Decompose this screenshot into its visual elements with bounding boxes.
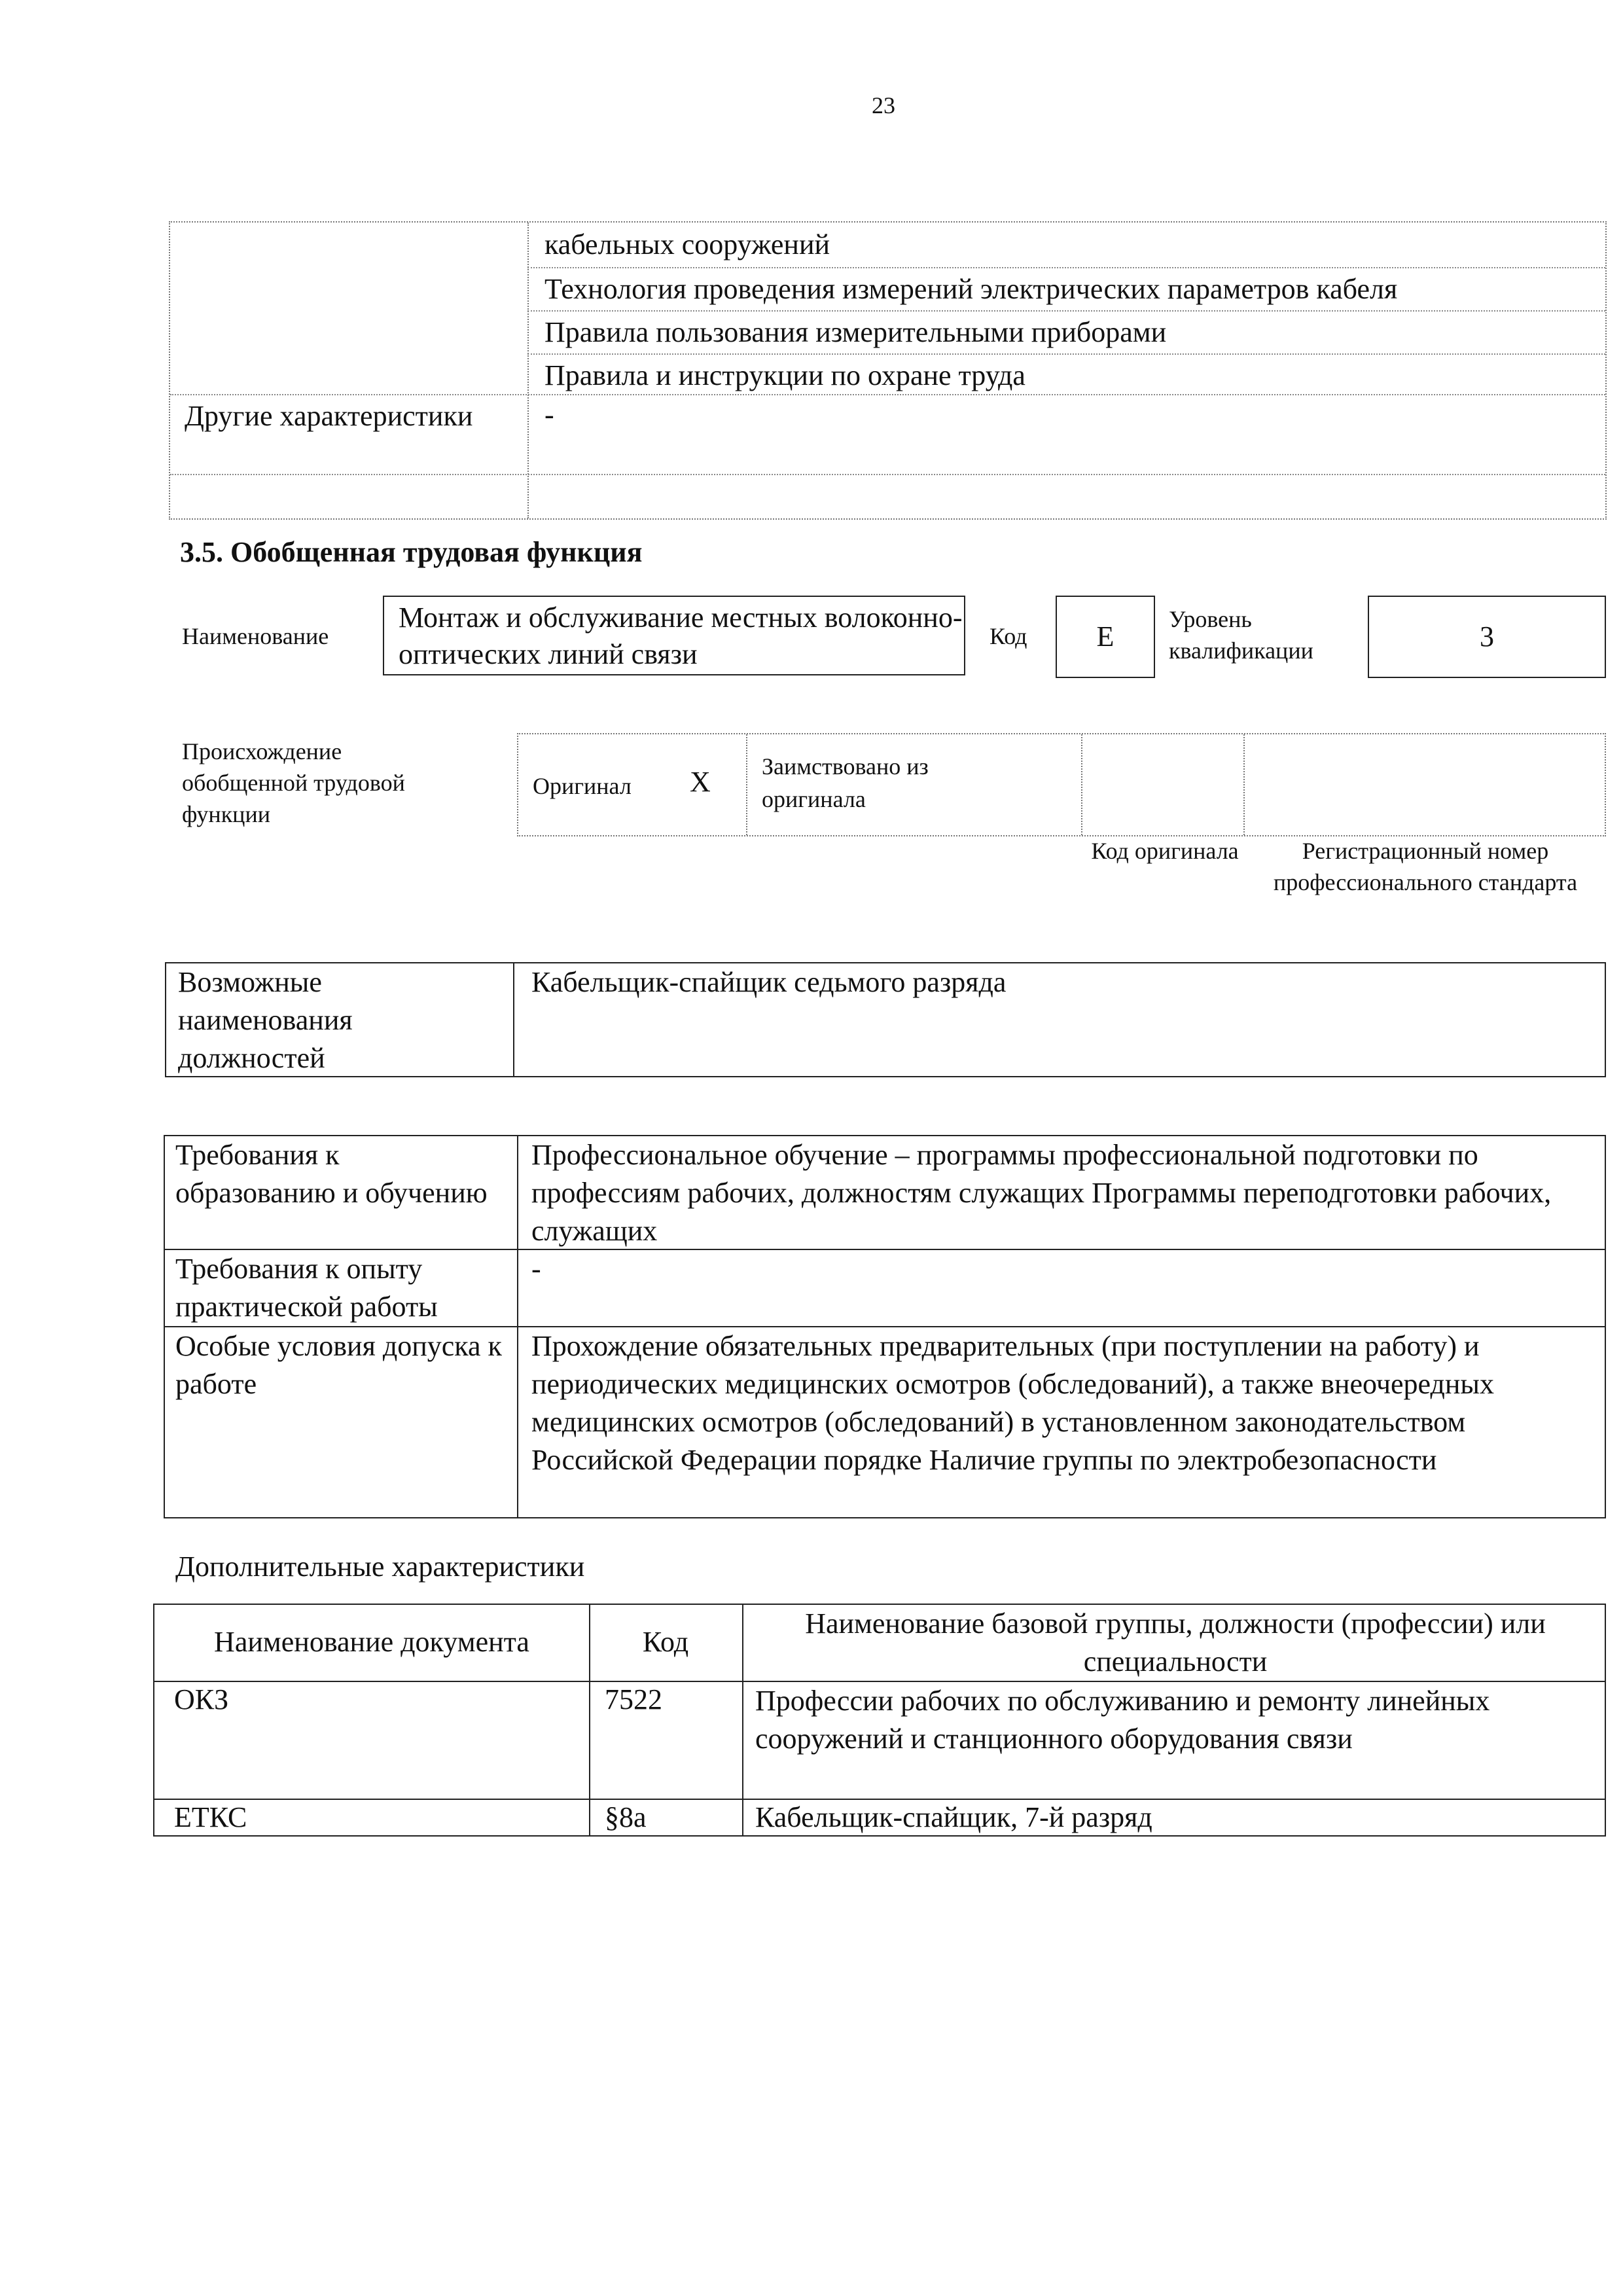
requirement-value: Профессиональное обучение – программы профессиональной подготовки по профессиям рабочих, должностям служащих Программы переподготовки рабочих, служащих [531, 1139, 1552, 1247]
borrowed-label: Заимствовано из оригинала [762, 753, 929, 812]
document-etks: ЕТКС [174, 1801, 247, 1833]
code-etks: §8а [605, 1801, 647, 1833]
origin-label: Происхождение обобщенной трудовой функции [182, 738, 405, 827]
reg-number-caption: Регистрационный номер профессионального стандарта [1273, 838, 1578, 895]
page-number: 23 [872, 92, 895, 118]
requirement-value: Прохождение обязательных предварительных (при поступлении на работу) и периодических медицинских осмотров (обследований), а также внеочередных медицинских осмотров (обследований) в установленном законодательством Российской Федерации порядке Наличие группы по электробезопасности [531, 1330, 1494, 1476]
positions-table [165, 962, 1606, 1077]
knowledge-item: кабельных сооружений [544, 228, 830, 260]
qualification-level-box: 3 [1368, 596, 1606, 678]
function-code-box: E [1056, 596, 1155, 678]
positions-label: Возможные наименования должностей [178, 966, 353, 1074]
group-okz: Профессии рабочих по обслуживанию и ремонту линейных сооружений и станционного оборудования связи [755, 1685, 1490, 1755]
document-okz: ОКЗ [174, 1683, 229, 1715]
requirement-value: - [531, 1253, 541, 1285]
section-title: 3.5. Обобщенная трудовая функция [180, 536, 643, 568]
other-characteristics-value: - [544, 399, 554, 431]
group-etks: Кабельщик-спайщик, 7-й разряд [755, 1801, 1152, 1833]
header-group: Наименование базовой группы, должности (профессии) или специальности [805, 1607, 1546, 1677]
knowledge-item: Технология проведения измерений электрических параметров кабеля [544, 273, 1398, 305]
header-document: Наименование документа [214, 1626, 529, 1658]
additional-title: Дополнительные характеристики [175, 1551, 585, 1583]
knowledge-item: Правила пользования измерительными приборами [544, 316, 1167, 348]
header-code: Код [642, 1626, 689, 1658]
original-label: Оригинал [533, 773, 632, 799]
name-label: Наименование [182, 623, 329, 649]
level-label: Уровень квалификации [1169, 606, 1313, 664]
code-okz: 7522 [605, 1683, 662, 1715]
requirement-label: Требования к образованию и обучению [175, 1139, 488, 1209]
additional-table [153, 1604, 1606, 1837]
function-name-box: Монтаж и обслуживание местных волоконно-оптических линий связи [383, 596, 965, 675]
previous-section-table [169, 221, 1607, 520]
positions-value: Кабельщик-спайщик седьмого разряда [531, 966, 1007, 998]
other-characteristics-label: Другие характеристики [185, 400, 473, 432]
requirements-table [164, 1135, 1606, 1518]
code-original-caption: Код оригинала [1091, 838, 1239, 864]
knowledge-item: Правила и инструкции по охране труда [544, 359, 1026, 391]
requirement-label: Требования к опыту практической работы [175, 1253, 438, 1323]
code-label: Код [990, 623, 1027, 649]
origin-table [517, 733, 1606, 836]
original-mark: X [690, 766, 711, 798]
requirement-label: Особые условия допуска к работе [175, 1330, 502, 1400]
